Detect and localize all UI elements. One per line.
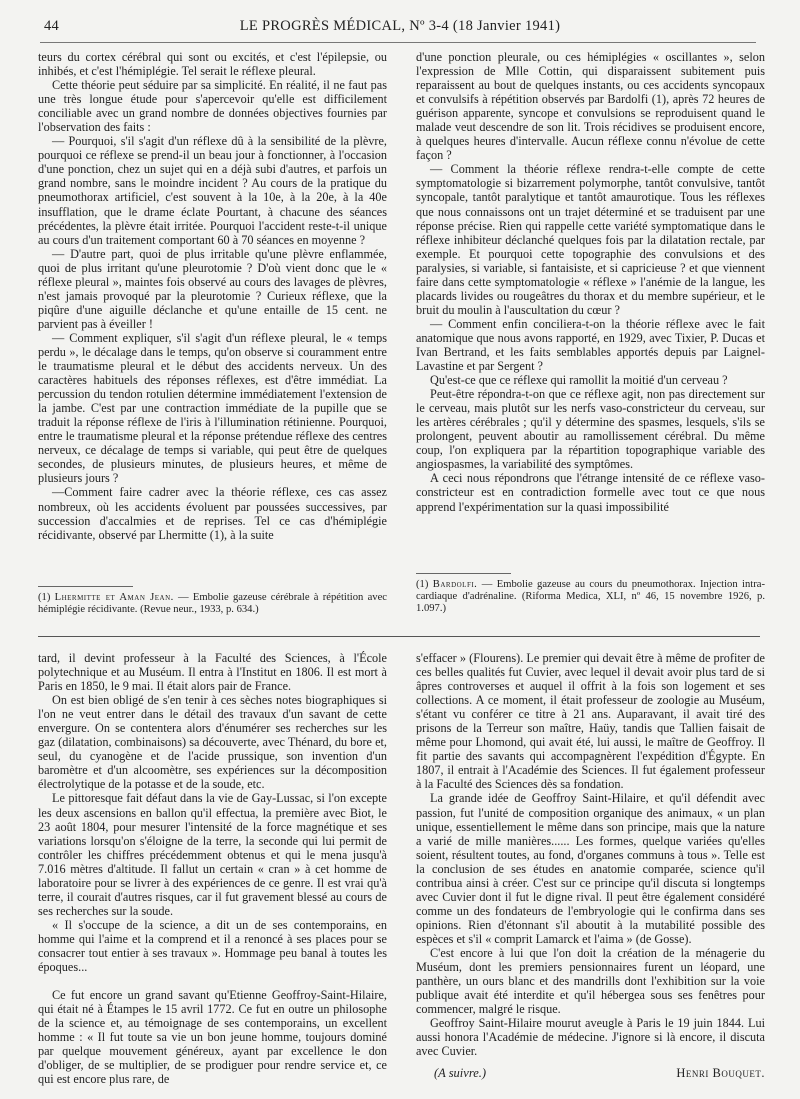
footnote-marker: (1): [416, 579, 429, 590]
paragraph: Peut-être répondra-t-on que ce réflexe agit, non pas directement sur le cerveau, mais plutôt sur les nerfs vaso-constricteur du cerveau, sur les artères cérébrales ; qu'il y détermine des spasmes, lesquels, s'ils se prolongent, peuvent aboutir au ramollissement cérébral. Du même coup, l'on expliquera par la répartition topographique variable des angiospasmes, la variabilité des symptômes.: [416, 387, 765, 472]
paragraph: La grande idée de Geoffroy Saint-Hilaire, et qu'il défendit avec passion, fut l'unité de composition organique des animaux, « un plan unique, essentiellement le même dans son principe, mais que la nature a varié de mille manières...... Les formes, quelque variées qu'elles soient, résultent toutes, au fond, d'organes communs à tous ». Telle est la conclusion de ses études en anatomie comparée, science qu'il contribua ainsi à créer. C'est sur ce principe qu'il discuta si longtemps avec Cuvier dont il fut le digne rival. Il peut être également considéré comme un des fondateurs de l'embryologie qui le confirma dans ses opinions. Rien d'étonnant s'il aboutit à la mutabilité possible des espèces et s'il « comprit Lamarck et l'aima » (de Gosse).: [416, 791, 765, 946]
running-title: LE PROGRÈS MÉDICAL, Nº 3-4 (18 Janvier 1941): [239, 18, 561, 34]
article-column-4: [416, 651, 765, 1082]
page-number: 44: [44, 18, 60, 34]
footnote-rule: [416, 573, 511, 574]
paragraph: Le pittoresque fait défaut dans la vie de Gay-Lussac, si l'on excepte les deux ascensions en ballon qu'il effectua, la première avec Biot, le 23 août 1804, pour mesurer l'intensité de la force magnétique et ses variations lorsqu'on s'éloigne de la terre, la seconde qui lui permit de contrôler les chiffres précédemment obtenus et qui le mena jusqu'à 7.016 mètres d'altitude. Il fallut un certain « cran » à cet homme de laboratoire pour se livrer à des expériences de ce genre. Il est vrai qu'à terre, il courait d'autres risques, car il fut gravement blessé au cours de ses recherches sur la soude.: [38, 791, 387, 918]
spacer: [38, 974, 387, 988]
paragraph: Ce fut encore un grand savant qu'Etienne Geoffroy-Saint-Hilaire, qui était né à Étampes le 15 avril 1772. Ce fut en outre un philosophe de la science et, au témoignage de ses contemporains, un excellent homme : « Il fut toute sa vie un bon jeune homme, toujours dominé par quelque mouvement généreux, ayant par excellence le don d'obliger, de se multiplier, de se prodiguer pour rendre service et, ce qui est encore plus rare, de: [38, 988, 387, 1087]
footnote-text: — Embolie gazeuse au cours du pneumothorax. Injection intra-cardiaque d'adrénaline. (Riforma Medica, XLI, nº 46, 15 novembre 1926, p. 1.097.): [416, 579, 765, 615]
footnote-rule: [38, 586, 133, 587]
signature-row: [416, 1066, 765, 1082]
footnote-author: Bardolfi.: [432, 579, 478, 590]
footnote-1: [38, 586, 387, 616]
paragraph: Cette théorie peut séduire par sa simplicité. En réalité, il ne faut pas une très longue étude pour s'apercevoir qu'elle est difficilement conciliable avec un grand nombre de données objectives fournies par l'observation des faits :: [38, 78, 387, 135]
footnote-text: — Embolie gazeuse cérébrale à répétition avec hémiplégie récidivante. (Revue neur., 1933, p. 634.): [38, 592, 387, 616]
article-column-2: [416, 50, 765, 514]
paragraph: teurs du cortex cérébral qui sont ou excités, et c'est l'épilepsie, ou inhibés, et c'est l'hémiplégie. Tel serait le réflexe pleural.: [38, 50, 387, 79]
paragraph: — Comment expliquer, s'il s'agit d'un réflexe pleural, le « temps perdu », le décalage dans le temps, qu'on observe si couramment entre le traumatisme pleural et le début des accidents nerveux. Un des caractères habituels des réponses réflexes, est d'être immédiat. La percussion du tendon rotulien détermine immédiatement l'extension de la jambe. C'est par une contraction immédiate de la pupille que se traduit la réponse réflexe de l'iris à l'illumination rétinienne. Pourquoi, entre le traumatisme pleural et la réponse prétendue réflexe des centres nerveux, ce décalage de temps si variable, qui peut être de quelques secondes, de plusieurs minutes, de plusieurs heures, et même de plusieurs jours ?: [38, 330, 387, 486]
header-rule: [40, 42, 756, 43]
paragraph: — Comment la théorie réflexe rendra-t-elle compte de cette symptomatologie si bizarrement polymorphe, tantôt convulsive, tantôt syncopale, tantôt paralytique et tantôt amaurotique. Tous les réflexes que nous connaissons ont un trajet déterminé et se traduisent par une réponse précise. Rien qui rappelle cette variété symptomatique dans le réflexe inhibiteur déclanché quelques fois par la dilatation rectale, par exemple. Et pourquoi cette topographie des convulsions et des paralysies, si variable, si fantaisiste, et si capricieuse ? et que viennent faire dans cette symptomatologie « réflexe » l'anémie de la langue, les placards livides ou rougeâtres du thorax et du membre supérieur, et le bruit du moulin à l'auscultation du cœur ?: [416, 162, 765, 317]
article-column-3: [38, 651, 387, 1086]
paragraph: —Comment faire cadrer avec la théorie réflexe, ces cas assez nombreux, où les accidents évoluent par poussées successives, par succession d'accalmies et de reprises. Tel ce cas d'hémiplégie récidivante, observé par Lhermitte (1), à la suite: [38, 485, 387, 542]
paragraph: Geoffroy Saint-Hilaire mourut aveugle à Paris le 19 juin 1844. Lui aussi honora l'Académie de médecine. J'ignore si là encore, il discuta avec Cuvier.: [416, 1016, 765, 1059]
paragraph: On est bien obligé de s'en tenir à ces sèches notes biographiques si l'on ne veut entrer dans le détail des travaux d'un savant de cette envergure. On se contentera alors d'énumérer ses recherches sur les gaz (dilatation, combinaisons) sa découverte, avec Thénard, du bore et, seul, du cyanogène et de l'acide prussique, son invention d'un baromètre et d'un alcoomètre, ses expériences sur la décomposition électrolytique de la potasse et de la soude, etc.: [38, 693, 387, 792]
page-header: [44, 18, 756, 38]
footnote-author: Lhermitte et Aman Jean.: [54, 592, 174, 603]
article-column-1: [38, 50, 387, 542]
paragraph: — Pourquoi, s'il s'agit d'un réflexe dû à la sensibilité de la plèvre, pourquoi ce réflexe se prend-il un beau jour à fonctionner, à l'occasion d'une ponction, chez un sujet qui en a déjà subi d'autres, et parfois un grand nombre, sans le moindre incident ? Au cours de la pratique du pneumothorax artificiel, c'est souvent à la 10e, à la 20e, à la 40e insufflation, que le drame éclate Pourtant, à chacune des séances précédentes, la plèvre était irritée. Pourquoi l'accident reste-t-il unique au cours d'un traitement comportant 60 à 70 séances en moyenne ?: [38, 134, 387, 247]
paragraph: C'est encore à lui que l'on doit la création de la ménagerie du Muséum, dont les premiers pensionnaires furent un léopard, une panthère, un ours blanc et des mandrills dont l'exhibition sur la voie publique avait été interdite et qu'il hébergea sous ses fenêtres pour commencer, malgré le risque.: [416, 945, 765, 1017]
section-separator: [38, 636, 760, 637]
footnote-2: [416, 573, 765, 616]
paragraph: — D'autre part, quoi de plus irritable qu'une plèvre enflammée, quoi de plus irritant qu'une pleurotomie ? D'où vient donc que le « réflexe pleural », maintes fois observé au cours des lavages de plèvres, n'est jamais provoqué par la pleurotomie ? Curieux réflexe, que la piqûre d'une aiguille déclanche et qu'une entaille de 15 cent. ne parvient pas à éveiller !: [38, 246, 387, 331]
footnote-marker: (1): [38, 592, 51, 603]
paragraph: Qu'est-ce que ce réflexe qui ramollit la moitié d'un cerveau ?: [430, 373, 728, 388]
paragraph: — Comment enfin conciliera-t-on la théorie réflexe avec le fait anatomique que nous avons rapporté, en 1929, avec Tixier, P. Ducas et Ivan Bertrand, et les faits semblables apportés depuis par Laignel-Lavastine et par Sergent ?: [416, 316, 765, 374]
to-be-continued: (A suivre.): [434, 1066, 487, 1081]
author-signature: Henri Bouquet.: [676, 1066, 765, 1081]
paragraph: « Il s'occupe de la science, a dit un de ses contemporains, en homme qui l'aime et la comprend et il a renoncé à ses places pour se consacrer tout entier à ses travaux ». Hommage peu banal à toutes les époques...: [38, 917, 387, 975]
paragraph: d'une ponction pleurale, ou ces hémiplégies « oscillantes », selon l'expression de Mlle Cottin, qui disparaissent subitement puis reparaissent au bout de quelques instants, ou ces accidents syncopaux et convulsifs à répétition observés par Bardolfi (1), après 72 heures de guérison apparente, syncope et convulsions se reproduisent quand le malade veut descendre de son lit. Trois récidives se produisent encore, à quelques heures d'intervalle. Aucun réflexe connu n'évolue de cette façon ?: [416, 50, 765, 163]
paragraph: tard, il devint professeur à la Faculté des Sciences, à l'École polytechnique et au Muséum. Il entra à l'Institut en 1806. Il est mort à Paris en 1850, le 9 mai. Il était alors pair de France.: [38, 651, 387, 694]
paragraph: s'effacer » (Flourens). Le premier qui devait être à même de profiter de ces belles qualités fut Cuvier, avec lequel il devait avoir plus tard de si âpres controverses et auquel il offrit à la fois son logement et ses collections. A ce moment, il était professeur de zoologie au Muséum, s'étant vu conférer ce titre à 21 ans. Auparavant, il avait tiré des prisons de la Terreur son maître, Haüy, tandis que Tallien faisait de même pour Lhomond, qui avait été, lui aussi, le maître de Geoffroy. Il fit partie des savants qui accompagnèrent l'expédition d'Égypte. En 1807, il entrait à l'Académie des Sciences. Il fut également professeur à la Faculté des Sciences dès sa fondation.: [416, 651, 765, 792]
paragraph: A ceci nous répondrons que l'étrange intensité de ce réflexe vaso-constricteur est en contradiction formelle avec tout ce que nous apprend l'expérimentation sur la quasi impossibilité: [416, 471, 765, 514]
